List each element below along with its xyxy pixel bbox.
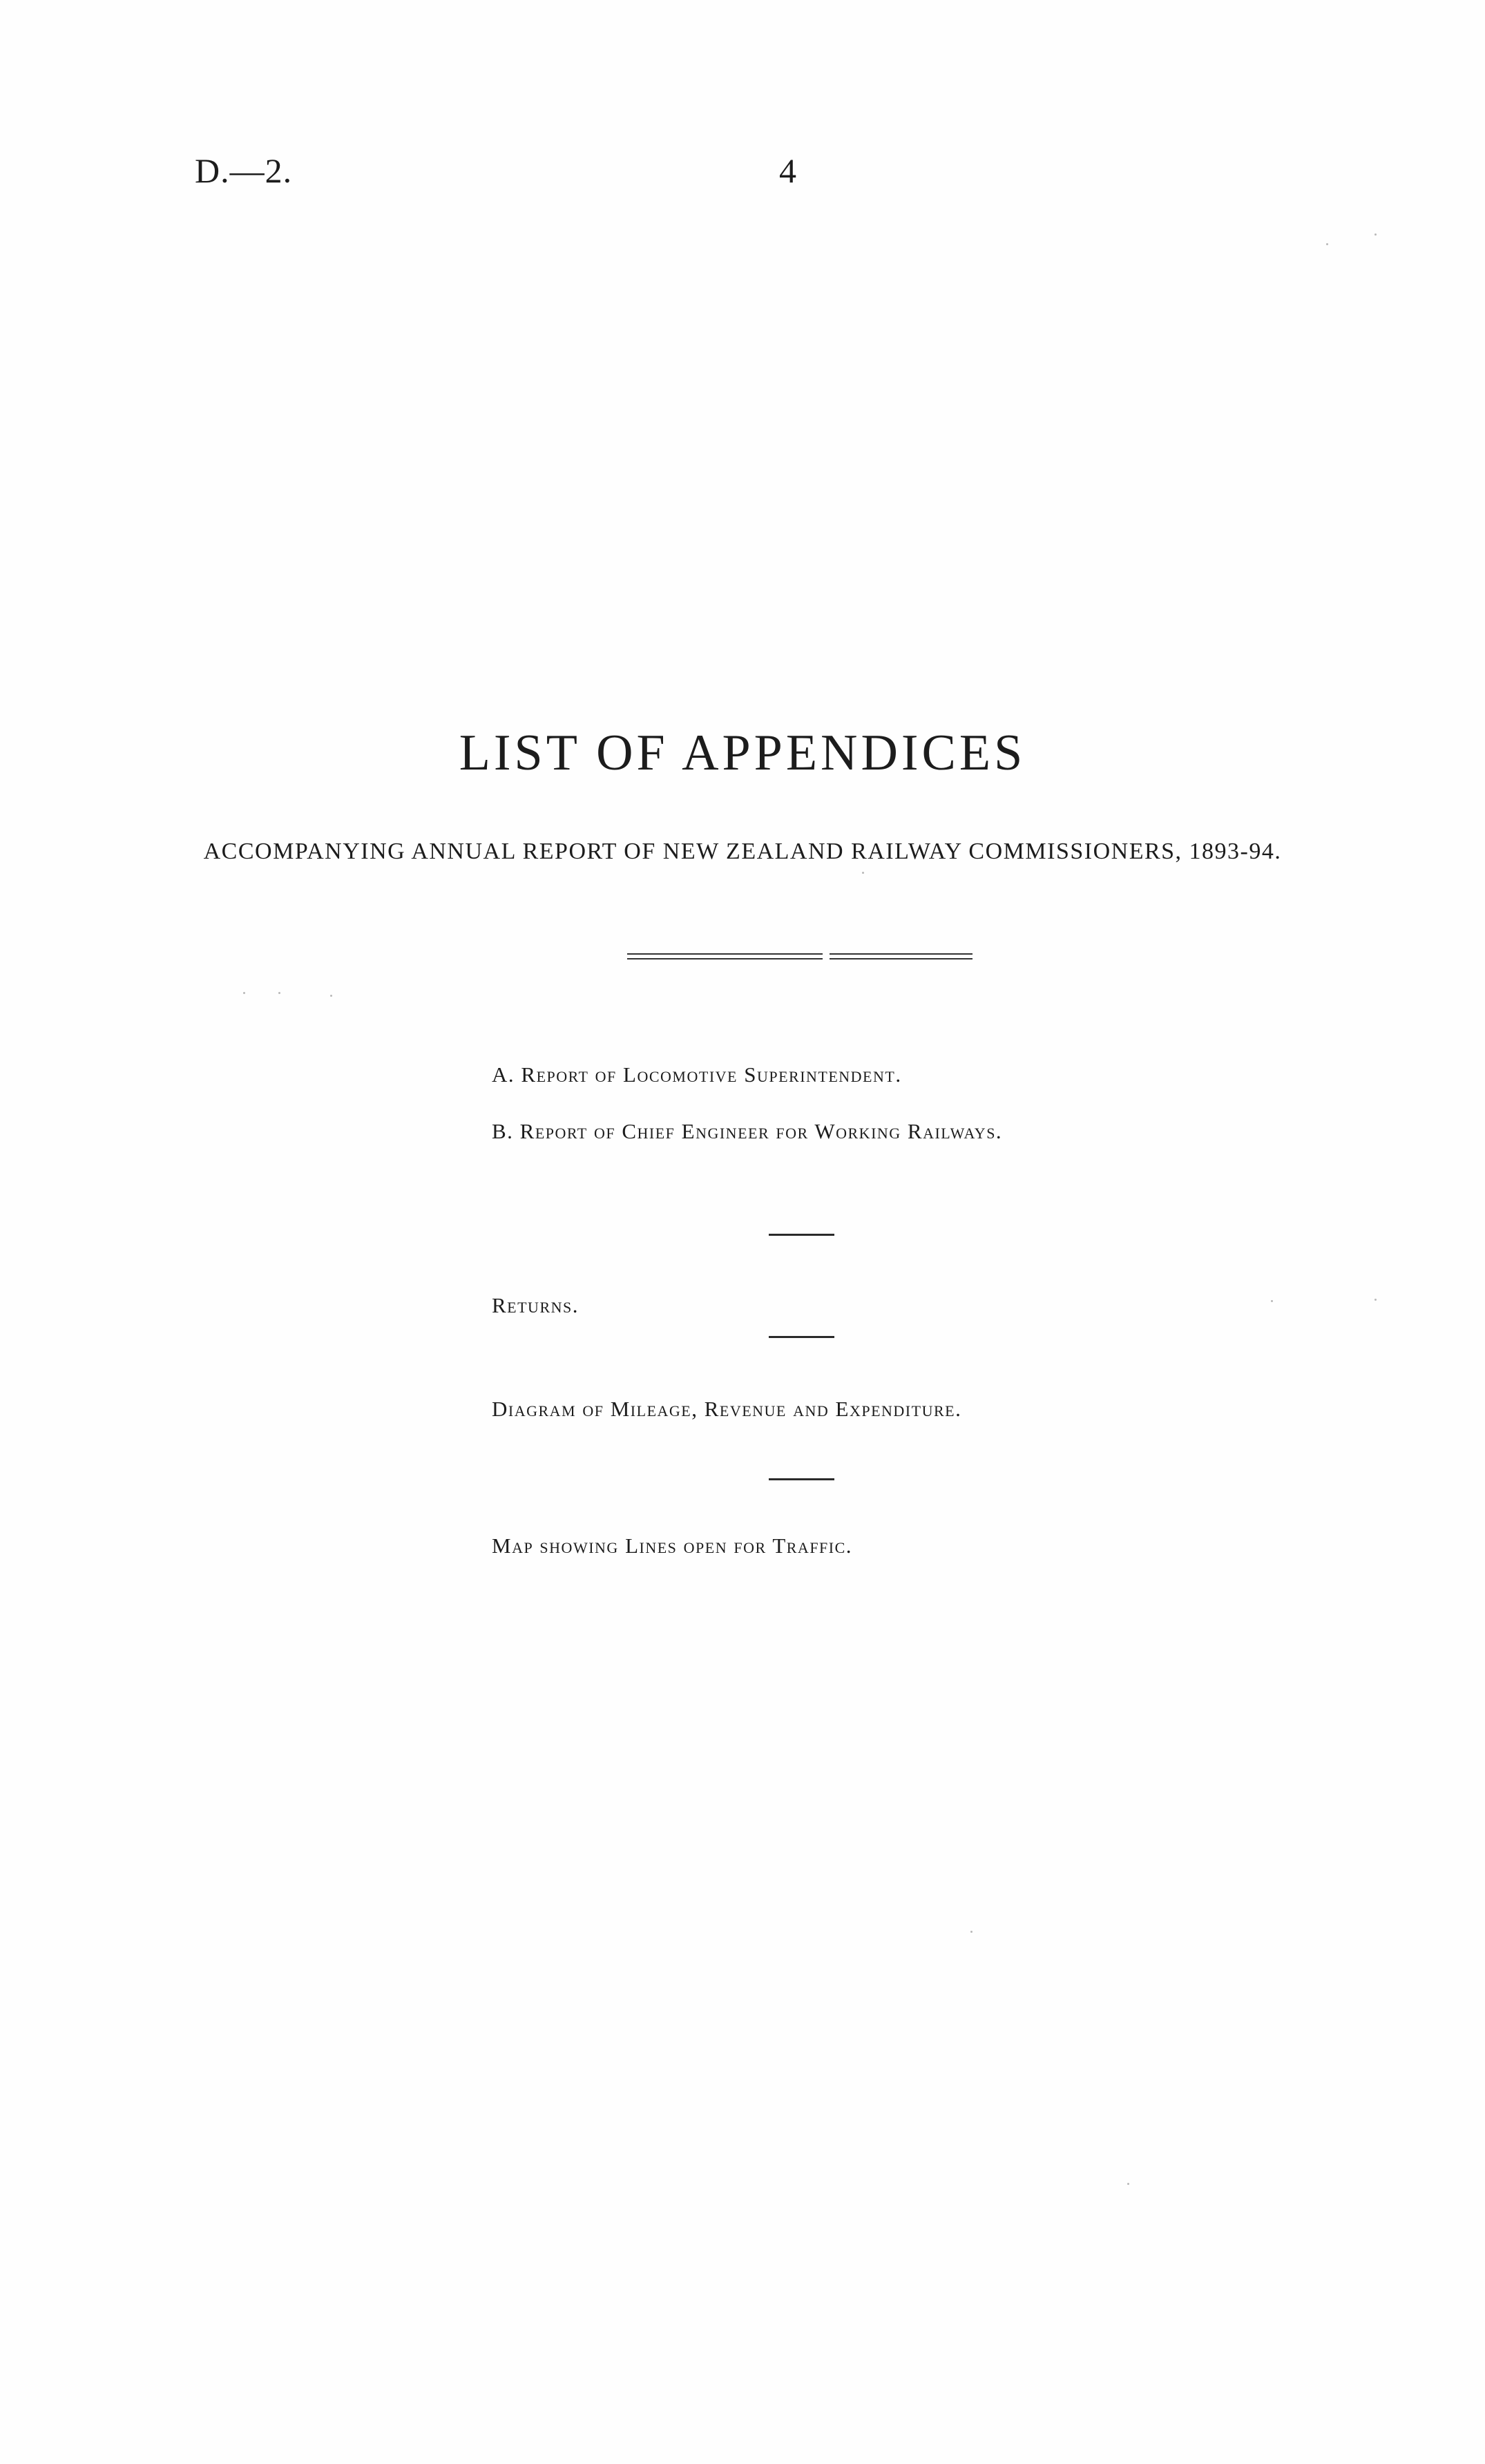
- page-subtitle: ACCOMPANYING ANNUAL REPORT OF NEW ZEALAND RAILWAY COMMISSIONERS, 1893-94.: [203, 839, 1282, 864]
- scan-speck: [1374, 1299, 1377, 1301]
- scan-speck: [970, 1931, 973, 1933]
- double-rule-divider: [627, 953, 973, 960]
- document-reference: D.—2.: [195, 151, 293, 190]
- scan-speck: [1326, 243, 1328, 245]
- page-title: LIST OF APPENDICES: [459, 725, 1026, 781]
- page-number: 4: [779, 151, 796, 190]
- scan-speck: [1127, 2183, 1129, 2185]
- scan-speck: [278, 992, 280, 994]
- section-divider: [769, 1478, 834, 1480]
- scan-speck: [1374, 233, 1377, 236]
- map-entry: Map showing Lines open for Traffic.: [492, 1534, 853, 1558]
- scan-speck: [862, 872, 864, 874]
- diagram-entry: Diagram of Mileage, Revenue and Expenditure.: [492, 1397, 962, 1421]
- returns-entry: Returns.: [492, 1293, 579, 1317]
- scan-speck: [330, 995, 332, 997]
- appendix-b: B. Report of Chief Engineer for Working Railways.: [492, 1119, 1003, 1143]
- section-divider: [769, 1336, 834, 1338]
- section-divider: [769, 1234, 834, 1236]
- scan-speck: [1271, 1300, 1273, 1302]
- appendix-a: A. Report of Locomotive Superintendent.: [492, 1062, 902, 1087]
- scan-speck: [243, 992, 245, 994]
